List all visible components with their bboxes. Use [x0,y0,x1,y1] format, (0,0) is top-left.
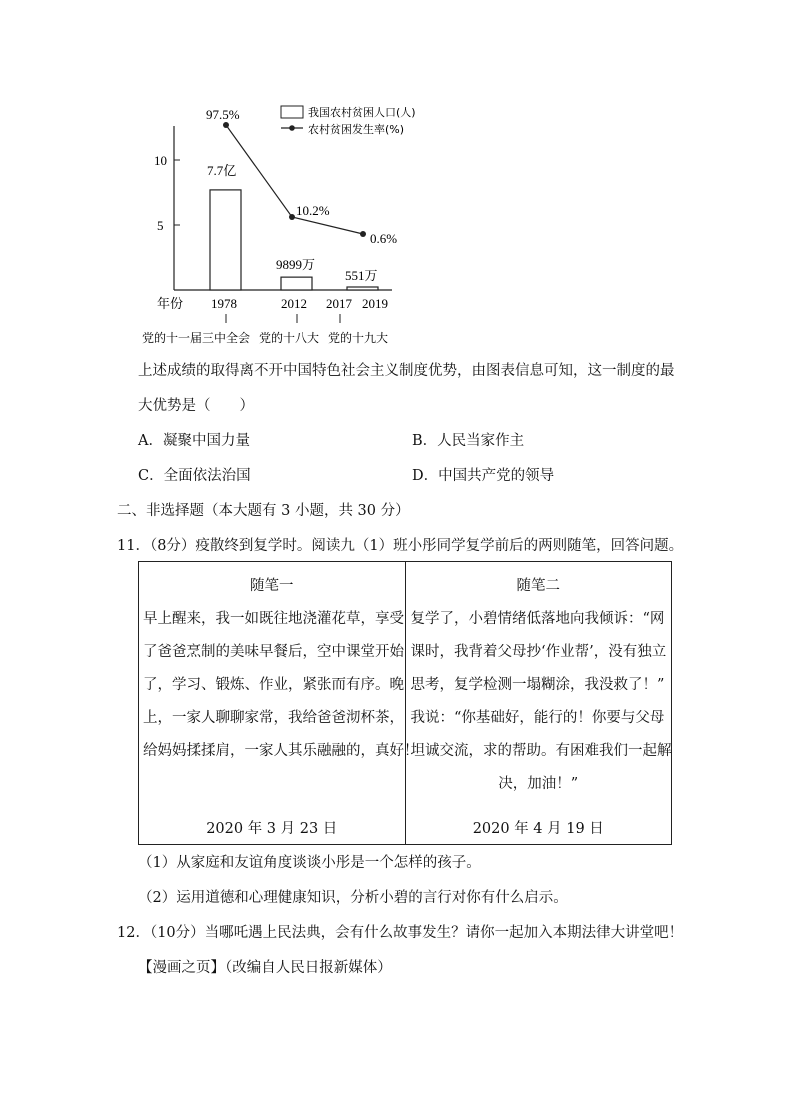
q10-stem-line1: 上述成绩的取得离不开中国特色社会主义制度优势，由图表信息可知，这一制度的最 [138,363,675,379]
essay1-title: 随笔一 [250,578,294,594]
essay2-line-1: 复学了，小碧情绪低落地向我倾诉：“网 [410,611,665,627]
essay2-line-6: 决，加油！” [498,776,579,792]
legend-line-marker [289,125,295,131]
section2-heading: 二、非选择题（本大题有 3 小题，共 30 分） [117,503,410,519]
essay2-cell [405,562,672,845]
bar-2019 [347,287,378,290]
legend-line-label: 农村贫困发生率(%) [308,123,405,136]
q11-sub1: （1）从家庭和友谊角度谈谈小彤是一个怎样的孩子。 [138,855,481,871]
essay2-line-5: 坦诚交流，求的帮助。有困难我们一起解 [410,743,672,759]
legend-bar-swatch [281,106,303,118]
essay2-line-4: 我说：“你基础好，能行的！你要与父母 [410,710,665,726]
essay1-line-4: 上，一家人聊聊家常，我给爸爸沏杯茶， [143,710,404,726]
rate-point-2019 [360,231,366,237]
rate-label-2012: 10.2% [296,203,330,218]
q12-comic-label: 【漫画之页】（改编自人民日报新媒体） [138,960,392,976]
essay2-line-2: 课时，我背着父母抄‘作业帮’，没有独立 [410,644,667,660]
y-tick-label-10: 10 [154,153,167,168]
essays-table [138,561,672,845]
event-label-18th-congress: 党的十八大 [259,331,320,345]
essay1-line-1: 早上醒来，我一如既往地浇灌花草，享受 [143,611,404,627]
rate-label-1978: 97.5% [206,107,240,122]
q10-option-b[interactable]: B．人民当家作主 [412,433,525,449]
bar-label-2012: 9899万 [276,257,316,272]
bar-1978 [210,190,241,290]
rate-label-2019: 0.6% [370,231,398,246]
year-label-2012: 2012 [281,296,307,311]
bar-2012 [281,277,312,290]
rate-point-1978 [223,122,229,128]
essay1-line-5: 给妈妈揉揉肩，一家人其乐融融的，真好！ [143,743,419,759]
q10-option-a[interactable]: A．凝聚中国力量 [138,433,250,449]
q10-option-c[interactable]: C．全面依法治国 [138,468,251,484]
q10-option-d[interactable]: D．中国共产党的领导 [412,468,555,484]
legend-bar-label: 我国农村贫困人口(人) [308,106,416,119]
rate-point-2012 [289,214,295,220]
essay2-title: 随笔二 [516,578,560,594]
year-label-2019: 2019 [362,296,388,311]
essay1-cell [139,562,419,845]
bar-label-2019: 551万 [345,268,378,283]
poverty-chart [0,0,790,350]
bar-label-1978: 7.7亿 [207,163,237,178]
essay1-line-3: 了，学习、锻炼、作业，紧张而有序。晚 [143,677,404,693]
year-label-1978: 1978 [211,296,237,311]
essay2-date: 2020 年 4 月 19 日 [472,821,604,837]
q10-stem-line2: 大优势是（ ） [138,398,254,414]
essay1-date: 2020 年 3 月 23 日 [206,821,338,837]
q12-stem: 12．（10分）当哪吒遇上民法典，会有什么故事发生？请你一起加入本期法律大讲堂吧！ [117,925,684,941]
y-tick-label-5: 5 [157,218,164,233]
x-axis-title: 年份 [157,297,184,312]
event-label-third-plenum: 党的十一届三中全会 [142,331,251,345]
event-label-19th-congress: 党的十九大 [328,331,389,345]
essay2-line-3: 思考，复学检测一塌糊涂，我没救了！” [410,677,665,693]
year-label-2017: 2017 [326,296,352,311]
essay1-line-2: 了爸爸烹制的美味早餐后，空中课堂开始 [143,644,404,660]
q11-stem: 11．（8分）疫散终到复学时。阅读九（1）班小彤同学复学前后的两则随笔，回答问题。 [117,538,684,554]
q11-sub2: （2）运用道德和心理健康知识，分析小碧的言行对你有什么启示。 [138,890,568,906]
